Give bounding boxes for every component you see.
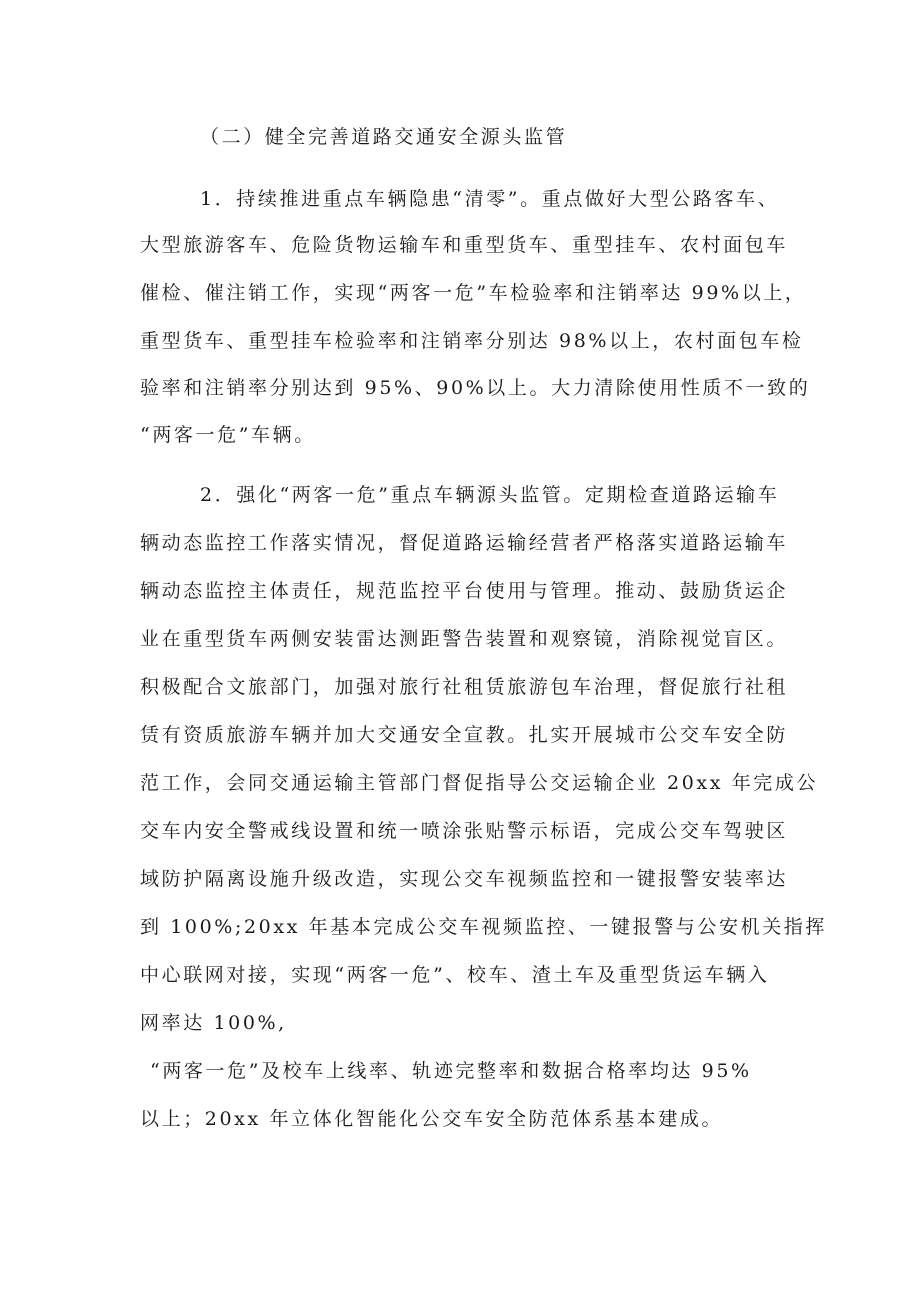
paragraph-2-line-12: 网率达 100%,: [140, 1012, 287, 1034]
paragraph-2-line-3: 辆动态监控主体责任，规范监控平台使用与管理。推动、鼓励货运企: [140, 580, 789, 602]
paragraph-1-line-5: 验率和注销率分别达到 95%、90%以上。大力清除使用性质不一致的: [140, 377, 811, 399]
paragraph-1-line-6: “两客一危”车辆。: [140, 424, 316, 446]
paragraph-2-line-10: 到 100%;20xx 年基本完成公交车视频监控、一键报警与公安机关指挥: [140, 916, 828, 938]
paragraph-2-line-4: 业在重型货车两侧安装雷达测距警告装置和观察镜，消除视觉盲区。: [140, 628, 789, 650]
paragraph-3-line-2: 以上；20xx 年立体化智能化公交车安全防范体系基本建成。: [140, 1108, 724, 1130]
paragraph-2-line-11: 中心联网对接，实现“两客一危”、校车、渣土车及重型货运车辆入: [140, 964, 770, 986]
paragraph-2-line-6: 赁有资质旅游车辆并加大交通安全宣教。扎实开展城市公交车安全防: [140, 724, 789, 746]
paragraph-1-line-2: 大型旅游客车、危险货物运输车和重型货车、重型挂车、农村面包车: [140, 234, 789, 256]
paragraph-2-line-9: 域防护隔离设施升级改造，实现公交车视频监控和一键报警安装率达: [140, 868, 789, 890]
paragraph-2-line-7: 范工作，会同交通运输主管部门督促指导公交运输企业 20xx 年完成公: [140, 772, 819, 794]
paragraph-2-line-1: 2．强化“两客一危”重点车辆源头监管。定期检查道路运输车: [200, 484, 780, 506]
paragraph-1-line-4: 重型货车、重型挂车检验率和注销率分别达 98%以上，农村面包车检: [140, 330, 804, 352]
paragraph-1-line-3: 催检、催注销工作，实现“两客一危”车检验率和注销率达 99%以上，: [140, 282, 807, 304]
paragraph-1-line-1: 1．持续推进重点车辆隐患“清零”。重点做好大型公路客车、: [200, 188, 780, 210]
paragraph-2-line-8: 交车内安全警戒线设置和统一喷涂张贴警示标语，完成公交车驾驶区: [140, 820, 789, 842]
paragraph-2-line-5: 积极配合文旅部门，加强对旅行社租赁旅游包车治理，督促旅行社租: [140, 676, 789, 698]
paragraph-3-line-1: “两客一危”及校车上线率、轨迹完整率和数据合格率均达 95%: [150, 1060, 752, 1082]
paragraph-2-line-2: 辆动态监控工作落实情况，督促道路运输经营者严格落实道路运输车: [140, 532, 789, 554]
section-heading: （二）健全完善道路交通安全源头监管: [200, 126, 568, 148]
